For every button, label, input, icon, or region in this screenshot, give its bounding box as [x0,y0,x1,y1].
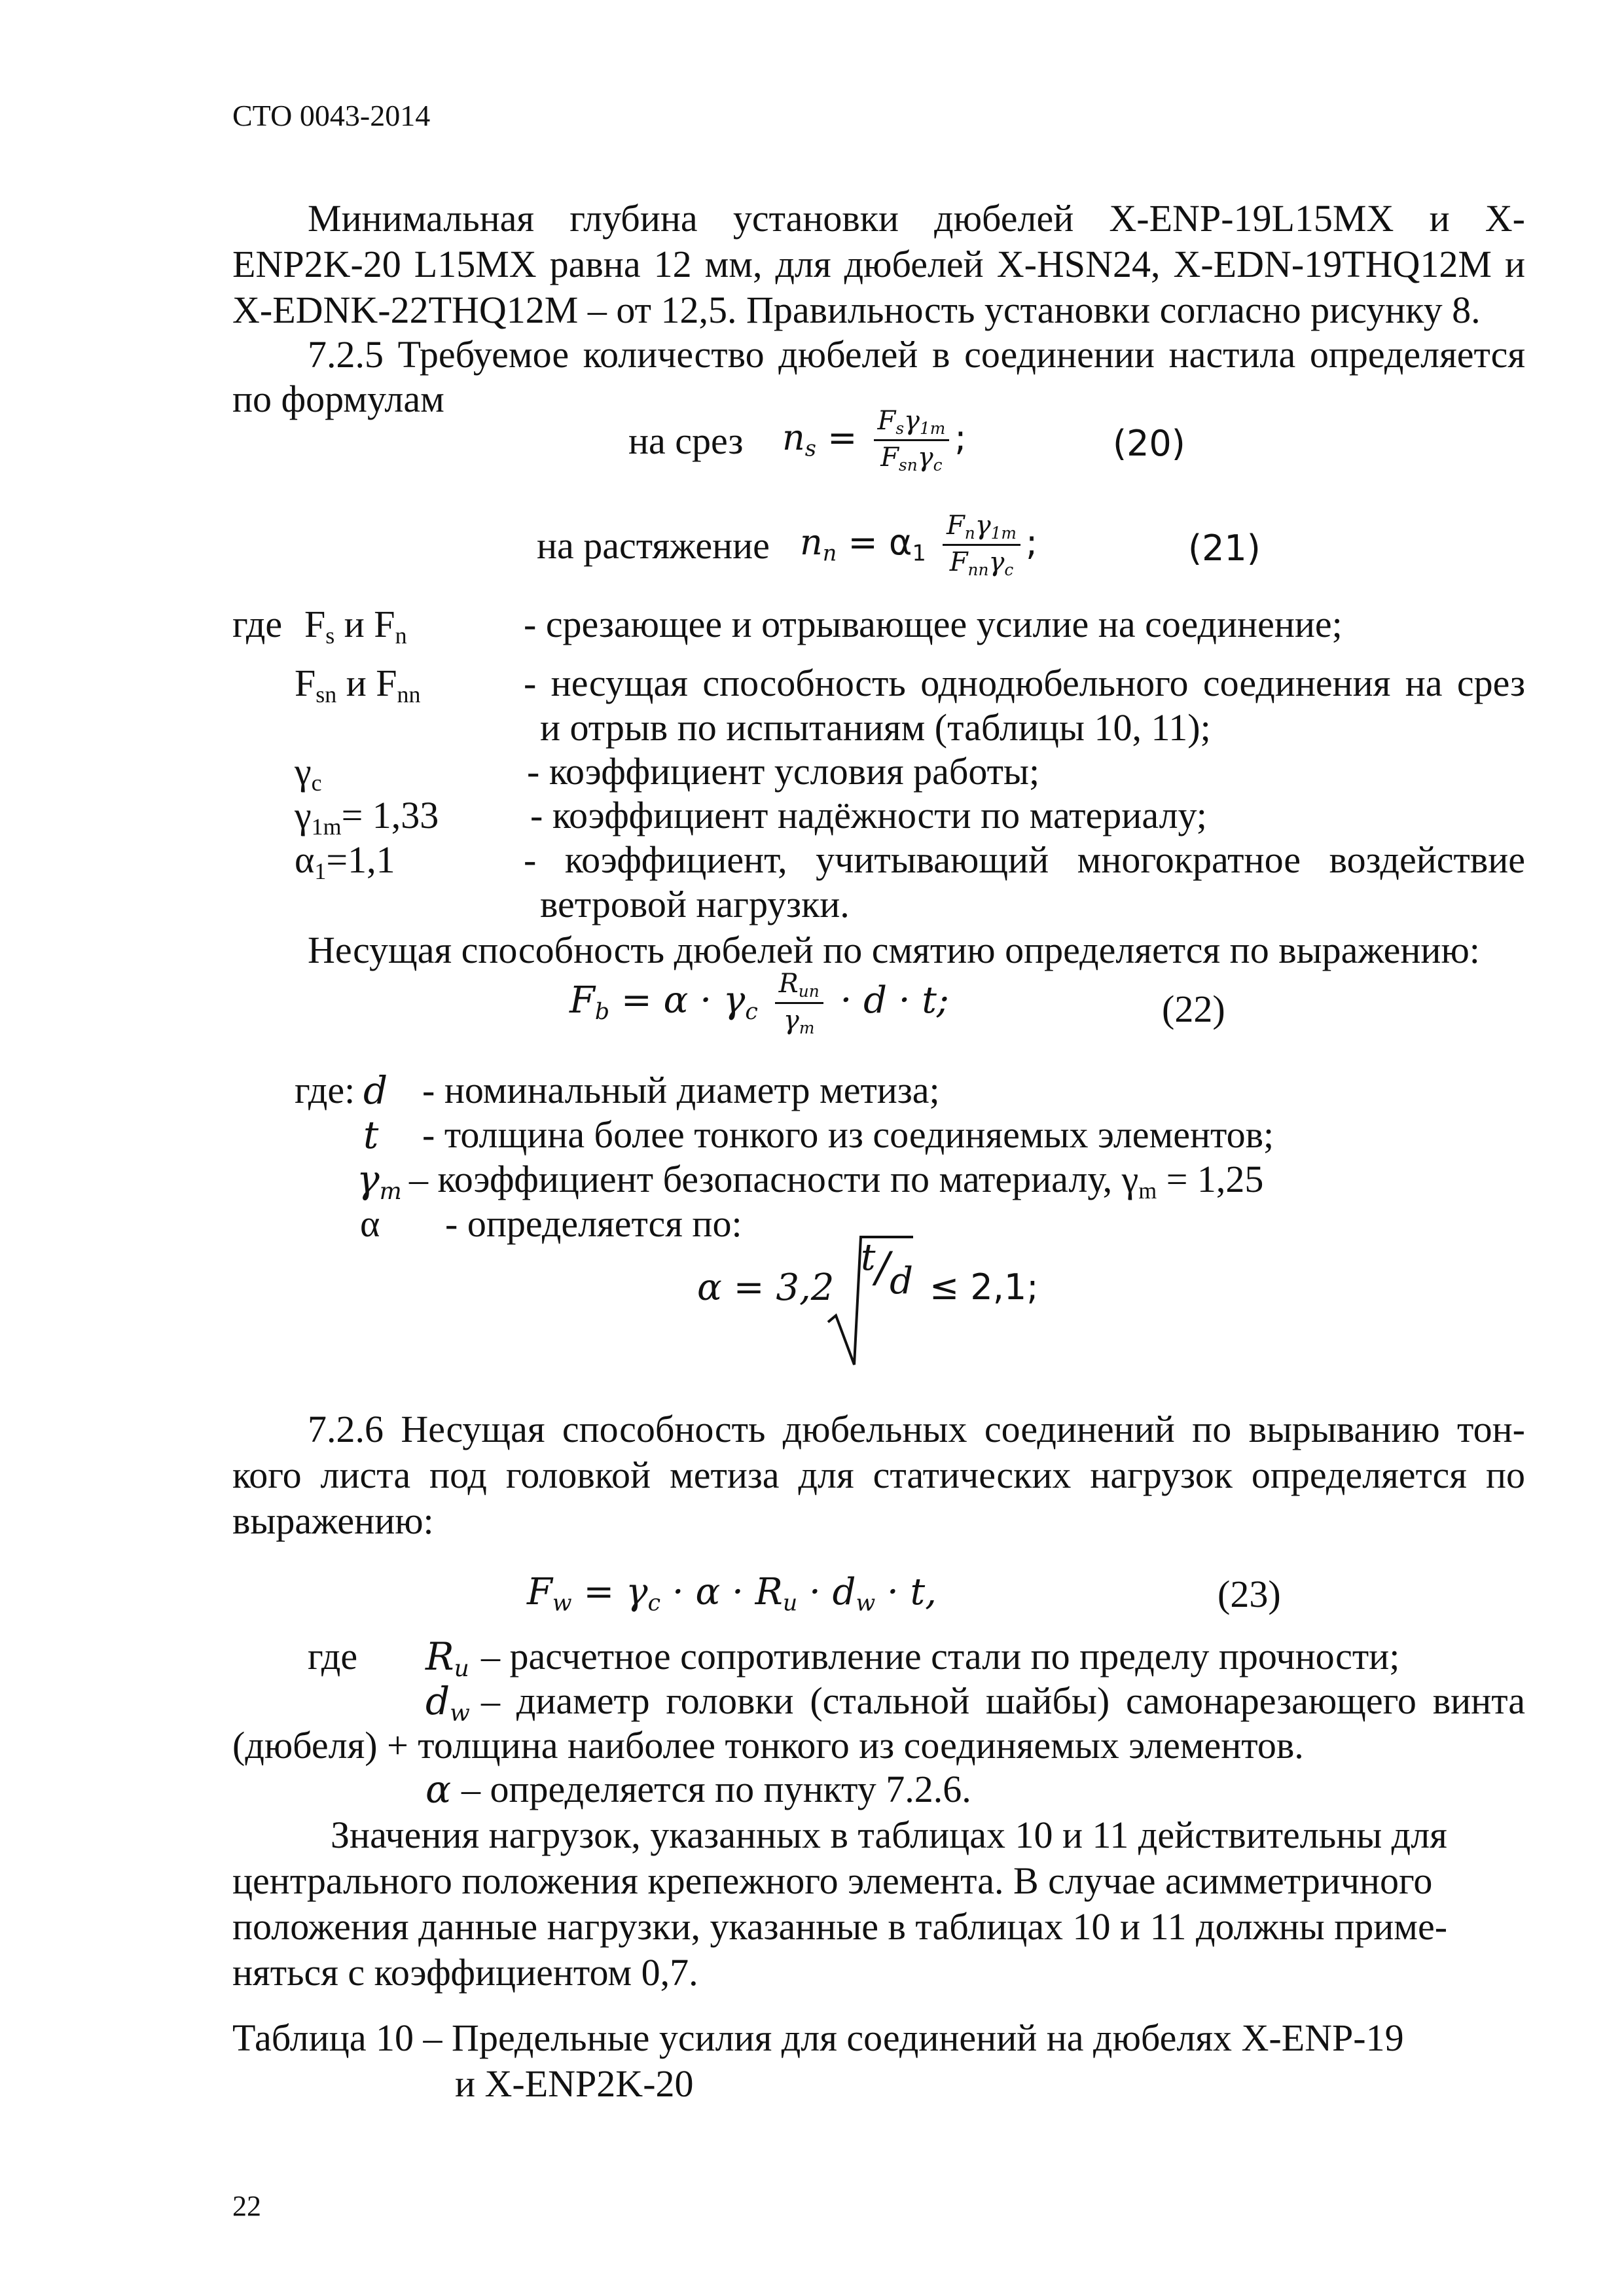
document-code: СТО 0043-2014 [232,99,431,132]
legend-desc-dw-cont: (дюбеля) + толщина наиболее тонкого из соединяемых элементов. [232,1724,1304,1767]
legend-term-gamma-m: $\gamma_m$ [357,1157,402,1206]
formula-22-number: (22) [1162,988,1225,1030]
section-7-2-5-heading: 7.2.5 Требуемое количество дюбелей в соединении настила определяется [308,333,1525,376]
legend-desc-fs-fn: - срезающее и отрывающее усилие на соединение; [524,603,1343,645]
legend-desc-alpha-1-cont: ветровой нагрузки. [540,883,850,925]
paragraph-line: Минимальная глубина установки дюбелей X-ENP-19L15MX и X- [308,197,1525,240]
page-number: 22 [232,2190,261,2222]
paragraph-line: по формулам [232,378,444,420]
legend-term-ru: $R_u$ [425,1634,469,1683]
legend-term-alpha: α [360,1202,380,1245]
legend-desc-gamma-c: - коэффициент условия работы; [527,750,1040,793]
legend-term-t: t [363,1113,379,1157]
legend-desc-dw: – диаметр головки (стальной шайбы) самонарезающего винта [481,1679,1525,1722]
formula-20-label: на срез [628,420,744,462]
formula-23-number: (23) [1218,1573,1281,1615]
legend-term-alpha-1: $\alpha_1=1,1$ [295,838,395,885]
paragraph-line: X-EDNK-22THQ12M – от 12,5. Правильность установки согласно рисунку 8. [232,289,1481,331]
legend-term-alpha: α [425,1767,452,1812]
paragraph-bearing: Несущая способность дюбелей по смятию определяется по выражению: [308,929,1480,971]
paragraph-line: кого листа под головкой метиза для статических нагрузок определяется по [232,1454,1525,1496]
formula-21: $n_n = \alpha_1$ $\frac{F_n\gamma_{1m}}{F_{nn}\gamma_c}$ ; [800,511,1038,580]
formula-23: $F_w = \gamma_c \cdot \alpha \cdot R_u \cdot d_w \cdot t$, [527,1571,937,1617]
legend-term-fs-fn: $F_s$ и $F_n$ [304,603,407,649]
formula-alpha-tail: ≤ 2,1; [929,1266,1039,1308]
legend-where: где [232,603,283,645]
table-caption: Таблица 10 – Предельные усилия для соединений на дюбелях X-ENP-19 [232,2017,1404,2059]
formula-alpha-radicand: t/d [861,1236,913,1302]
formula-22: $F_b = \alpha \cdot \gamma_c$ $\frac{R_{un}}{\gamma_m}$ · d · t; [569,969,949,1038]
formula-21-label: на растяжение [537,524,770,567]
legend-term-gamma-c: $\gamma_c$ [295,750,322,797]
legend-term-gamma-1m: $\gamma_{1m}= 1,33$ [295,794,439,840]
paragraph-line: Значения нагрузок, указанных в таблицах 10 и 11 действительны для [331,1814,1447,1856]
legend-desc-ru: – расчетное сопротивление стали по пределу прочности; [481,1635,1400,1677]
legend-desc-d: - номинальный диаметр метиза; [422,1069,940,1111]
table-caption-cont: и X-ENP2K-20 [455,2062,694,2105]
paragraph-line: выражению: [232,1499,434,1542]
section-7-2-6-heading: 7.2.6 Несущая способность дюбельных соединений по вырыванию тон- [308,1408,1525,1450]
legend-desc-alpha-1: - коэффициент, учитывающий многократное воздействие [524,838,1525,881]
paragraph-line: ENP2K-20 L15MX равна 12 мм, для дюбелей X-HSN24, X-EDN-19THQ12M и [232,243,1525,285]
legend-desc-alpha: - определяется по: [445,1202,742,1245]
formula-alpha-lhs: α = 3,2 [697,1266,835,1309]
legend-term-d: d [363,1068,388,1113]
legend-term-fsn-fnn: $F_{sn}$ и $F_{nn}$ [295,662,421,708]
formula-20: $n_s$ = $\frac{F_s\gamma_{1m}}{F_{sn}\gamma_c}$ ; [782,406,967,475]
legend-where: где: [295,1069,355,1111]
legend-where: где [308,1635,358,1677]
legend-term-dw: $d_w$ [425,1679,470,1727]
legend-desc-fsn-fnn-cont: и отрыв по испытаниям (таблицы 10, 11); [540,706,1211,749]
legend-desc-gamma-1m: - коэффициент надёжности по материалу; [530,794,1207,836]
formula-20-number: (20) [1113,423,1185,464]
legend-desc-alpha: – определяется по пункту 7.2.6. [461,1768,971,1810]
legend-desc-fsn-fnn: - несущая способность однодюбельного соединения на срез [524,662,1525,704]
legend-desc-gamma-m: – коэффициент безопасности по материалу, $\gamma_m = 1,25$ [409,1158,1264,1204]
paragraph-line: положения данные нагрузки, указанные в таблицах 10 и 11 должны приме- [232,1905,1448,1948]
formula-21-number: (21) [1188,528,1261,569]
paragraph-line: центрального положения крепежного элемента. В случае асимметричного [232,1859,1433,1902]
paragraph-line: няться с коэффициентом 0,7. [232,1951,698,1994]
legend-desc-t: - толщина более тонкого из соединяемых элементов; [422,1113,1274,1156]
